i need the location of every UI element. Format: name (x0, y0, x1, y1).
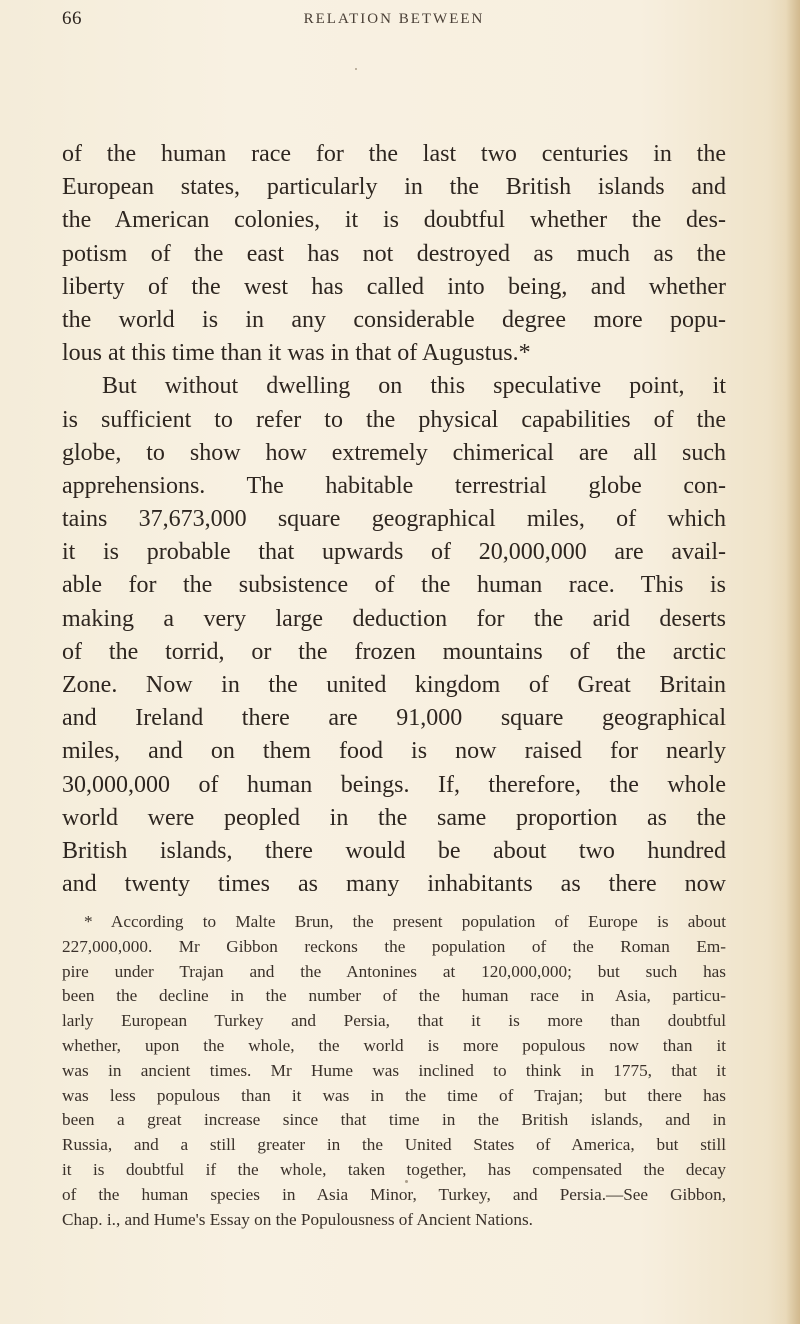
footnote-line: it is doubtful if the whole, taken together, has compensated the decay (62, 1159, 726, 1179)
text-line: and Ireland there are 91,000 square geographical (62, 705, 726, 732)
text-line: potism of the east has not destroyed as much as the (62, 240, 726, 267)
footnote-line: Russia, and a still greater in the United States of America, but still (62, 1135, 726, 1155)
text-line: it is probable that upwards of 20,000,000 are avail- (62, 539, 726, 566)
footnote-line: pire under Trajan and the Antonines at 120,000,000; but such has (62, 961, 726, 981)
page-number: 66 (62, 8, 82, 29)
footnote (62, 910, 726, 1232)
text-line: lous at this time than it was in that of Augustus.* (62, 340, 531, 367)
footnote-line: whether, upon the whole, the world is more populous now than it (62, 1035, 726, 1055)
text-line: Zone. Now in the united kingdom of Great Britain (62, 672, 726, 698)
paper-speck (405, 1180, 408, 1183)
text-line: and twenty times as many inhabitants as there now (62, 871, 726, 898)
text-line: of the torrid, or the frozen mountains of the arctic (62, 638, 726, 665)
footnote-line: been a great increase since that time in the British islands, and in (62, 1110, 726, 1130)
text-line: European states, particularly in the British islands and (62, 174, 726, 201)
paper-speck (355, 68, 357, 70)
footnote-line: * According to Malte Brun, the present population of Europe is about (84, 912, 726, 931)
footnote-line: was in ancient times. Mr Hume was inclined to think in 1775, that it (62, 1060, 726, 1080)
text-line: 30,000,000 of human beings. If, therefore, the whole (62, 771, 726, 798)
text-line: miles, and on them food is now raised for nearly (62, 738, 726, 765)
footnote-line: Chap. i., and Hume's Essay on the Populousness of Ancient Nations. (62, 1209, 533, 1229)
text-line: of the human race for the last two centuries in the (62, 141, 726, 167)
text-line: is sufficient to refer to the physical capabilities of the (62, 406, 726, 433)
footnote-line: larly European Turkey and Persia, that it is more than doubtful (62, 1011, 726, 1031)
text-line: tains 37,673,000 square geographical miles, of which (62, 506, 726, 533)
text-line: apprehensions. The habitable terrestrial globe con- (62, 472, 726, 499)
text-line: British islands, there would be about two hundred (62, 837, 726, 864)
main-text (62, 138, 726, 901)
text-line: making a very large deduction for the arid deserts (62, 605, 726, 632)
text-line: able for the subsistence of the human race. This is (62, 572, 726, 599)
running-title: RELATION BETWEEN (303, 11, 485, 27)
text-line: But without dwelling on this speculative point, it (102, 373, 726, 400)
text-line: world were peopled in the same proportion as the (62, 804, 726, 831)
page-edge-shadow (786, 0, 800, 1324)
footnote-line: been the decline in the number of the human race in Asia, particu- (62, 986, 726, 1006)
footnote-line: of the human species in Asia Minor, Turkey, and Persia.—See Gibbon, (62, 1184, 726, 1204)
text-line: globe, to show how extremely chimerical are all such (62, 439, 726, 466)
running-head (62, 8, 726, 32)
footnote-line: 227,000,000. Mr Gibbon reckons the population of the Roman Em- (62, 936, 726, 956)
text-line: the American colonies, it is doubtful whether the des- (62, 207, 726, 234)
text-line: the world is in any considerable degree more popu- (62, 306, 726, 333)
text-line: liberty of the west has called into being, and whether (62, 273, 726, 300)
footnote-line: was less populous than it was in the time of Trajan; but there has (62, 1085, 726, 1105)
